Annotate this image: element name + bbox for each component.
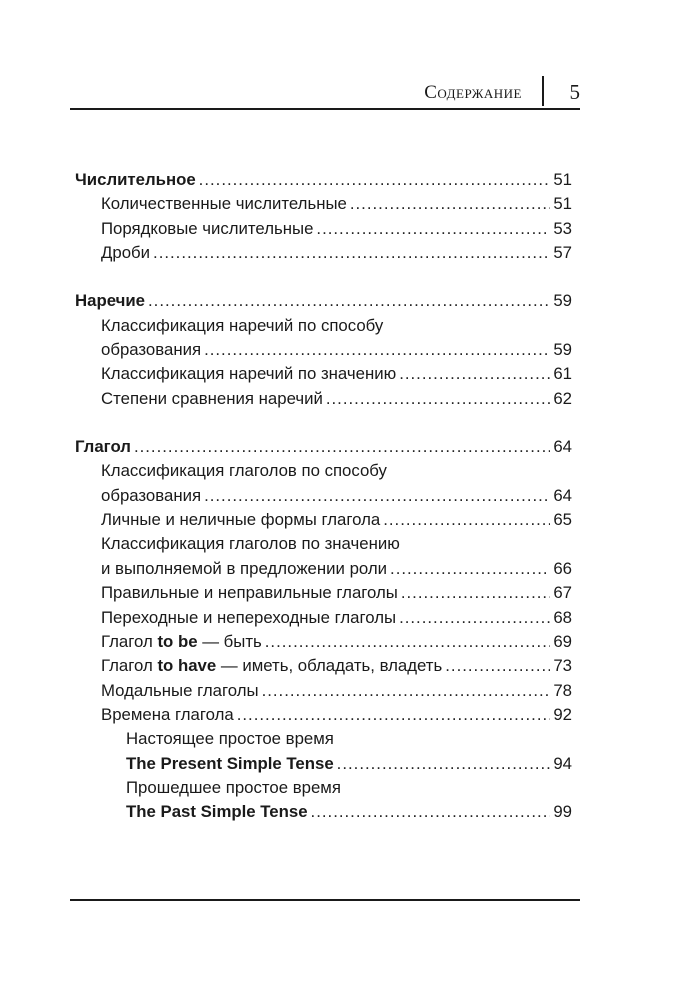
toc-page-number: 51 [553,170,572,189]
toc-entry-title [101,557,387,581]
toc-text: Настоящее простое время [126,729,334,749]
toc-entry[interactable] [75,557,572,581]
toc-text: Дроби [101,243,151,263]
toc-entry[interactable] [75,362,572,386]
toc-entry[interactable] [75,679,572,703]
dot-leader [311,800,551,824]
toc-text: Классификация глаголов по значению [101,534,400,554]
toc-page-number: 51 [553,194,572,214]
toc-text: Количественные числительные [101,194,347,214]
toc-text: The Past Simple Tense [126,802,308,822]
dot-leader [134,435,550,459]
toc-entry-title [75,289,145,313]
toc-entry[interactable] [75,217,572,241]
toc-entry-title [126,778,341,797]
toc-entry[interactable] [75,314,572,338]
toc-text: Прошедшее простое время [126,777,341,797]
toc-text: Времена глагола [101,704,234,724]
dot-leader [390,557,550,581]
toc-text: Личные и неличные формы глагола [101,510,381,530]
header-rule [70,108,580,110]
page-number: 5 [569,80,580,104]
toc-text: Классификация наречий по значению [101,364,397,384]
toc-entry[interactable] [75,532,572,556]
toc-page-number: 65 [553,510,572,530]
toc-page-number: 92 [553,704,572,724]
toc-text: Степени сравнения наречий [101,388,323,408]
toc-text: Наречие [75,291,146,311]
toc-chapter[interactable] [75,289,572,313]
toc-text: Классификация глаголов по способу [101,461,387,481]
table-of-contents [75,168,572,825]
dot-leader [401,581,550,605]
toc-entry[interactable] [75,752,572,776]
toc-entry-title [101,508,380,532]
section-gap [75,411,572,435]
toc-text: и выполняемой в предложении роли [101,558,388,578]
toc-entry-title [101,192,347,216]
footer-rule [70,899,580,901]
dot-leader [316,217,550,241]
toc-text: to be [157,631,198,651]
toc-text: Глагол [101,656,158,676]
running-header [70,70,580,110]
dot-leader [383,508,550,532]
toc-page-number: 66 [553,558,572,578]
toc-entry-title [101,338,201,362]
toc-page-number: 64 [553,437,572,457]
toc-chapter[interactable] [75,435,572,459]
toc-text: Модальные глаголы [101,680,259,700]
toc-page-number: 67 [553,583,572,603]
toc-entry-title [101,534,400,553]
toc-entry[interactable] [75,654,572,678]
toc-page-number: 62 [553,388,572,408]
dot-leader [262,679,551,703]
toc-text: образования [101,340,202,360]
header-separator [542,76,544,106]
toc-text: Глагол [75,437,131,457]
toc-entry-title [101,484,201,508]
toc-entry-title [101,703,234,727]
toc-entry[interactable] [75,800,572,824]
toc-entry[interactable] [75,484,572,508]
toc-page-number: 73 [553,656,572,676]
dot-leader [445,654,550,678]
toc-page-number: 68 [553,607,572,627]
dot-leader [148,289,550,313]
toc-text: образования [101,485,202,505]
toc-entry-title [126,752,334,776]
toc-entry[interactable] [75,703,572,727]
toc-page-number: 59 [553,340,572,360]
toc-entry-title [126,800,308,824]
toc-text: — быть [197,631,262,651]
dot-leader [265,630,551,654]
toc-text: Глагол [101,631,158,651]
toc-page-number: 61 [553,364,572,384]
toc-entry-title [75,435,131,459]
toc-page-number: 57 [553,243,572,263]
toc-entry-title [126,729,334,748]
toc-entry-title [101,217,313,241]
dot-leader [204,484,550,508]
toc-entry[interactable] [75,727,572,751]
toc-entry[interactable] [75,192,572,216]
toc-text: Правильные и неправильные глаголы [101,583,398,603]
toc-entry[interactable] [75,606,572,630]
dot-leader [153,241,550,265]
toc-entry[interactable] [75,387,572,411]
toc-entry-title [101,606,396,630]
toc-entry-title [101,316,383,335]
toc-entry[interactable] [75,508,572,532]
toc-chapter[interactable] [75,168,572,192]
dot-leader [199,168,551,192]
toc-text: to have [157,656,217,676]
section-gap [75,265,572,289]
toc-page-number: 78 [553,680,572,700]
toc-entry[interactable] [75,581,572,605]
dot-leader [350,192,550,216]
toc-entry[interactable] [75,338,572,362]
toc-text: Классификация наречий по способу [101,315,384,335]
toc-entry[interactable] [75,776,572,800]
toc-page-number: 99 [553,802,572,822]
toc-entry-title [101,461,387,480]
toc-entry-title [101,630,262,654]
toc-entry[interactable] [75,630,572,654]
toc-page-number: 94 [553,753,572,773]
toc-entry-title [101,387,323,411]
toc-text: — иметь, обладать, владеть [216,656,443,676]
toc-text: Переходные и непереходные глаголы [101,607,397,627]
dot-leader [204,338,550,362]
toc-entry-title [101,241,150,265]
toc-page-number: 69 [553,631,572,651]
toc-page-number: 64 [553,485,572,505]
toc-entry-title [75,168,196,192]
toc-page-number: 53 [553,218,572,238]
toc-entry[interactable] [75,459,572,483]
toc-entry-title [101,362,396,386]
toc-entry[interactable] [75,241,572,265]
toc-entry-title [101,581,398,605]
toc-entry-title [101,654,442,678]
toc-text: Порядковые числительные [101,218,314,238]
toc-text: The Present Simple Tense [126,753,334,773]
dot-leader [326,387,550,411]
dot-leader [337,752,551,776]
toc-text: Числительное [75,170,196,189]
toc-entry-title [101,679,259,703]
dot-leader [399,606,550,630]
dot-leader [399,362,550,386]
dot-leader [237,703,551,727]
toc-page-number: 59 [553,291,572,311]
header-title: Содержание [424,82,522,103]
